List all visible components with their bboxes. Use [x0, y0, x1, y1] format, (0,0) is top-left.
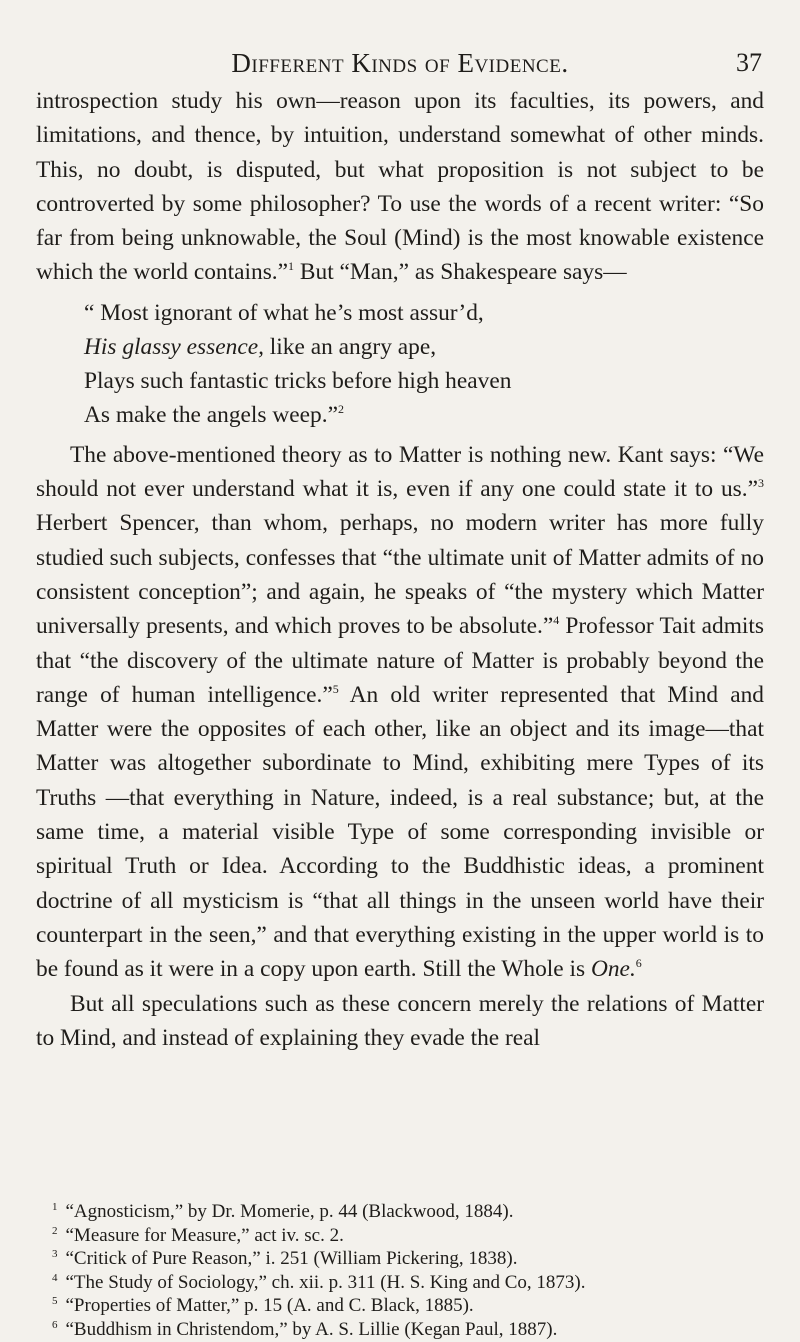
footnote-number: 5: [52, 1295, 58, 1308]
paragraph-1-tail: But “Man,” as Shakespeare says—: [294, 259, 627, 286]
footnote: [52, 1318, 764, 1342]
quote-line-2: [84, 330, 764, 364]
footnote-ref-3: 3: [758, 476, 764, 491]
running-title: Different Kinds of Evidence.: [231, 48, 569, 78]
footnote: [52, 1294, 764, 1318]
running-head: [36, 48, 764, 80]
footnotes: [52, 1200, 764, 1342]
footnote-text: “Critick of Pure Reason,” i. 251 (William Pickering, 1838).: [65, 1248, 518, 1270]
paragraph-2: [36, 438, 764, 987]
footnote-ref-6: 6: [635, 956, 642, 971]
paragraph-2-spencer: Herbert Spencer, than whom, perhaps, no modern writer has more fully studied such subjects, confesses that “the ultimate unit of Matter admits of no consistent conception”; and again, he speaks of “the mystery which Matter universally presents, and which proves to be absolute.”: [36, 510, 764, 640]
footnote: [52, 1224, 764, 1248]
footnote-number: 4: [52, 1271, 58, 1284]
footnote-text: “Buddhism in Christendom,” by A. S. Lillie (Kegan Paul, 1887).: [65, 1318, 558, 1340]
footnote: [52, 1200, 764, 1224]
paragraph-1-text: introspection study his own—reason upon its faculties, its powers, and limitations, and thence, by intuition, understand somewhat of other minds. This, no doubt, is disputed, but what proposition is not subject to be controverted by some philosopher? To use the words of a recent writer: “So far from being unknowable, the Soul (Mind) is the most knowable existence which the world contains.”: [36, 88, 764, 286]
quote-line-2-rest: like an angry ape,: [263, 333, 437, 360]
footnote-ref-5: 5: [332, 681, 339, 696]
footnote-ref-4: 4: [553, 613, 560, 628]
paragraph-3: But all speculations such as these concern merely the relations of Matter to Mind, and instead of explaining they evade the real: [36, 990, 764, 1051]
footnote-text: “Agnosticism,” by Dr. Momerie, p. 44 (Blackwood, 1884).: [65, 1201, 514, 1222]
footnote-text: “The Study of Sociology,” ch. xii. p. 311 (H. S. King and Co, 1873).: [65, 1271, 586, 1293]
paragraph-2-one-emphasis: One.: [590, 956, 636, 983]
shakespeare-quote: [84, 296, 764, 432]
body-text: [36, 84, 764, 1055]
paragraph-1: [36, 84, 764, 290]
page-number: 37: [736, 48, 762, 77]
footnote-number: 3: [52, 1248, 58, 1261]
quote-line-4: [84, 398, 764, 432]
footnote-number: 1: [52, 1201, 58, 1213]
footnote-text: “Properties of Matter,” p. 15 (A. and C. Black, 1885).: [65, 1295, 474, 1317]
footnote: [52, 1271, 764, 1295]
paragraph-2-tait: Professor Tait admits that “the discovery of the ultimate nature of Matter is probably beyond the range of human intelligence.”: [36, 613, 764, 708]
quote-line-3: Plays such fantastic tricks before high heaven: [84, 367, 512, 394]
paragraph-2-kant: The above-mentioned theory as to Matter is nothing new. Kant says: “We should not ever understand what it is, even if any one could state it to us.”: [36, 441, 764, 503]
footnote-text: “Measure for Measure,” act iv. sc. 2.: [65, 1224, 344, 1246]
footnote-ref-2: 2: [337, 401, 344, 416]
footnote-ref-1: 1: [288, 259, 295, 274]
footnote-number: 6: [52, 1318, 58, 1331]
footnote: [52, 1247, 764, 1271]
quote-line-2-emphasis: His glassy essence,: [84, 333, 264, 360]
footnote-number: 2: [52, 1224, 58, 1237]
paragraph-2-old-writer: An old writer represented that Mind and Matter were the opposites of each other, like an object and its image—that Matter was altogether subordinate to Mind, exhibiting mere Types of its Truths —that everything in Nature, indeed, is a real substance; but, at the same time, a material visible Type of some corresponding invisible or spiritual Truth or Idea. According to the Buddhistic ideas, a prominent doctrine of all mysticism is “that all things in the unseen world have their counterpart in the seen,” and that everything existing in the upper world is to be found as it were in a copy upon earth. Still the Whole is: [36, 681, 764, 983]
quote-line-1: “ Most ignorant of what he’s most assur’d,: [84, 299, 484, 326]
quote-line-4-text: As make the angels weep.”: [84, 401, 338, 428]
